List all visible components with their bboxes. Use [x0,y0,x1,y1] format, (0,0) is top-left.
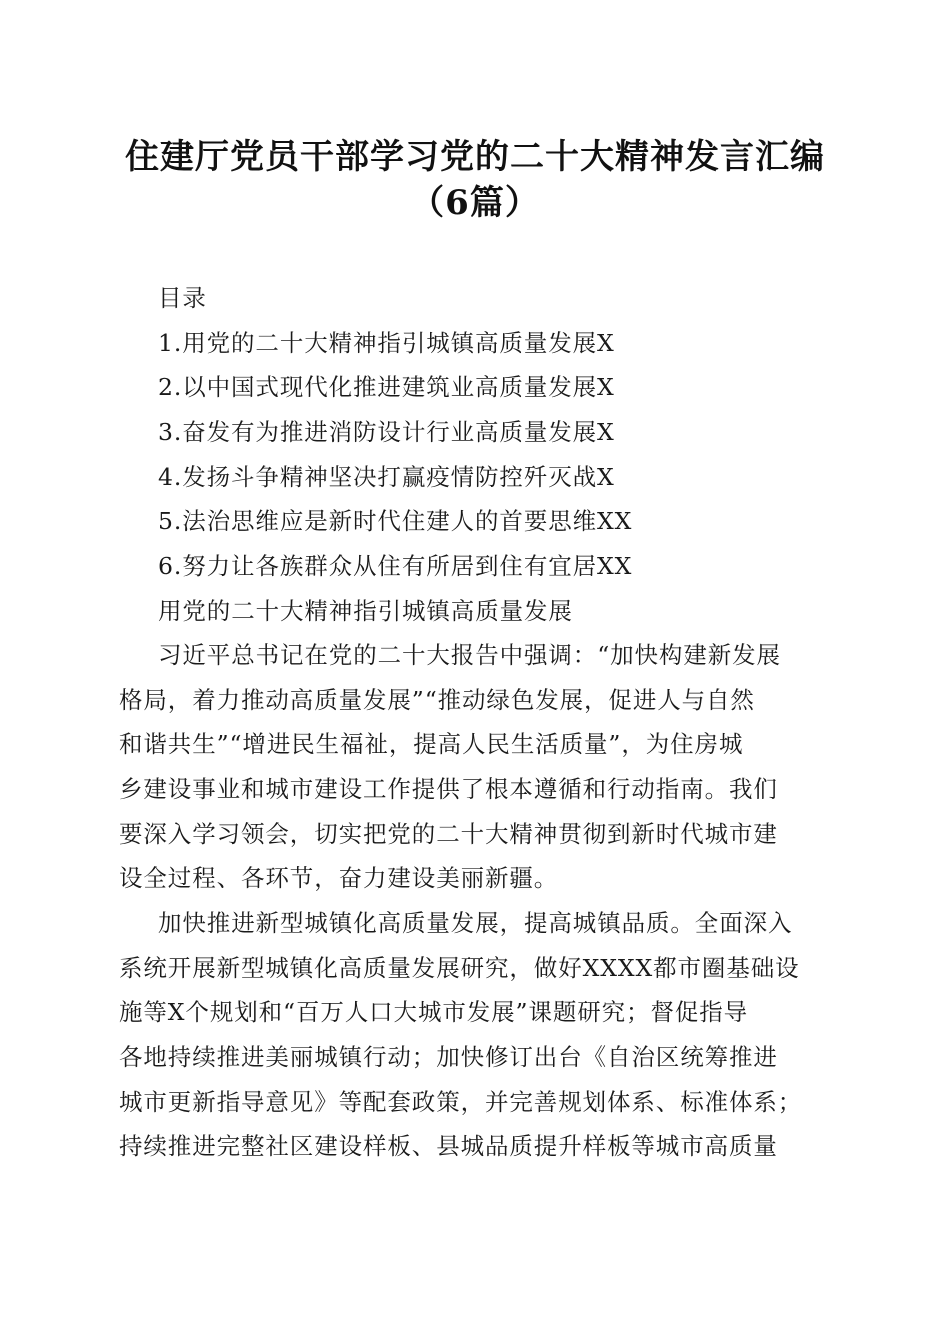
toc-item: 3.奋发有为推进消防设计行业高质量发展X [158,418,615,447]
paragraph-line: 乡建设事业和城市建设工作提供了根本遵循和行动指南。我们 [119,775,778,804]
paragraph-line: 和谐共生”“增进民生福祉，提高人民生活质量”，为住房城 [119,730,744,759]
document-title-line-1: 住建厅党员干部学习党的二十大精神发言汇编 [125,137,825,177]
toc-item: 5.法治思维应是新时代住建人的首要思维XX [158,507,633,536]
paragraph-line: 习近平总书记在党的二十大报告中强调：“加快构建新发展 [158,641,781,669]
paragraph-line: 要深入学习领会，切实把党的二十大精神贯彻到新时代城市建 [119,819,778,848]
paragraph-2 [119,901,831,1169]
paragraph-line: 城市更新指导意见》等配套政策，并完善规划体系、标准体系； [119,1087,803,1116]
paragraph-line: 系统开展新型城镇化高质量发展研究，做好XXXX都市圈基础设 [119,953,800,982]
toc-item: 2.以中国式现代化推进建筑业高质量发展X [158,373,615,402]
toc-heading: 目录 [158,284,207,312]
toc-item: 6.努力让各族群众从住有所居到住有宜居XX [158,552,633,581]
paragraph-line: 格局，着力推动高质量发展”“推动绿色发展，促进人与自然 [119,685,755,714]
paragraph-line: 施等X个规划和“百万人口大城市发展”课题研究；督促指导 [119,998,749,1027]
document-title-line-2: （6篇） [410,183,540,223]
toc-item: 4.发扬斗争精神坚决打赢疫情防控歼灭战X [158,462,615,491]
paragraph-1 [119,633,831,901]
toc-item: 1.用党的二十大精神指引城镇高质量发展X [158,328,615,357]
paragraph-line: 持续推进完整社区建设样板、县城品质提升样板等城市高质量 [119,1132,778,1161]
table-of-contents [158,276,632,634]
paragraph-line: 各地持续推进美丽城镇行动；加快修订出台《自治区统筹推进 [119,1043,778,1072]
paragraph-line: 设全过程、各环节，奋力建设美丽新疆。 [119,864,559,893]
section-heading: 用党的二十大精神指引城镇高质量发展 [158,596,573,625]
paragraph-line: 加快推进新型城镇化高质量发展，提高城镇品质。全面深入 [158,909,793,937]
